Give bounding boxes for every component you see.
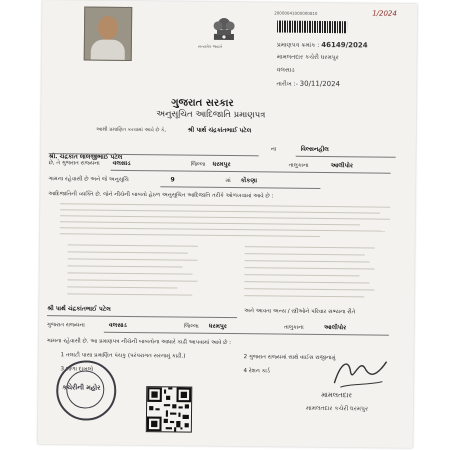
cert-number: 46149/2024 <box>321 40 368 50</box>
district-label: જિલ્લા <box>190 161 206 168</box>
intro-row <box>96 126 251 136</box>
state-district: વલસાડ <box>112 159 131 167</box>
emblem-caption: સત્યમેવ જયતે <box>197 43 223 49</box>
issuing-district: વલસાડ <box>276 66 295 74</box>
cert-number-label: પ્રમાણપત્ર ક્રમાંક : <box>276 41 320 49</box>
applicant-name-intro: શ્રી પાર્થ ચંદ્રકાંતભાઈ પટેલ <box>187 126 252 135</box>
resident-taluka-label: જિલ્લા <box>183 323 199 330</box>
issue-date-row <box>276 80 340 90</box>
family-line: અને આવતા અન્ય / સ્ત્રીઓને પરિવાર સભ્યના રીતે <box>244 308 356 316</box>
state-label: છે, તે ગુજરાત રાજ્યના <box>48 160 100 167</box>
parent-name: શ્રી. ચંદ્રકાંત લાલજીભાઈ પટેલ <box>48 153 123 161</box>
village-label: ના <box>270 146 277 153</box>
government-title: ગુજરાત સરકાર <box>171 97 234 110</box>
handwritten-note: 1/2024 <box>372 9 397 18</box>
note-3: 3 શાળા દાખલો <box>60 366 94 373</box>
note-2: 2 ગુજરાત રાજ્યમાં સાથે વાઈસ રાજીનામું <box>243 354 336 362</box>
tribe-name: કોંકણા <box>240 177 258 185</box>
cert-number-row <box>277 41 368 51</box>
tribe-line-a: ગામના રહેવાસી છે અને જે અનુસૂચિ <box>48 176 129 183</box>
taluka-label: તાલુકાના <box>288 162 309 169</box>
tribe-line-b: માં <box>225 177 231 185</box>
eligibility-line: આદિજાતિની વ્યક્તિ છે. જેને નીચેની બાબતો હેઠળ અનુસૂચિત આદિજાતિ તરીકે ઓળખવામાં આવે છે : <box>48 191 274 200</box>
district-taluka: ધરમપુર <box>212 160 231 169</box>
note-4: 4 રેશન કાર્ડ <box>243 368 270 375</box>
applicant-face <box>98 16 118 40</box>
note-1: 1 તલાટી પાસા પ્રમાણિત પંચકુ (પરંપરાગત સરનામું કાઢી.) <box>60 352 186 360</box>
signature-office: મામલતદાર કચેરી ધરમપુર <box>306 404 369 413</box>
legal-clauses <box>42 0 417 4</box>
resident-district: વલસાડ <box>108 321 127 329</box>
resident-taluka: ધરમપુર <box>208 322 227 330</box>
qr-code-icon <box>146 386 192 432</box>
certificate-title: અનુસૂચિત આદિજાતિ પ્રમાણપત્ર <box>156 109 266 121</box>
national-emblem-icon <box>210 8 238 42</box>
resident-label: ગુજરાત રાજ્યના <box>46 322 85 329</box>
stamp-text: કચેરીની મહોર <box>62 383 101 392</box>
applicant-shirt <box>91 40 125 60</box>
signature-mark <box>330 353 390 394</box>
legal-list-right <box>42 0 417 4</box>
issuing-office: મામલતદાર કચેરી ધરમપુર <box>276 53 339 62</box>
issue-date-label: તારીખ :- <box>276 80 298 88</box>
signature-name: મામલતદાર <box>321 390 353 400</box>
issue-date: 30/11/2024 <box>299 79 341 89</box>
taluka-value: આલીપોર <box>330 162 354 170</box>
resident-village: આલીપોર <box>323 324 347 332</box>
intro-line: આથી પ્રમાણિત કરવામાં આવે છે કે, <box>95 126 167 134</box>
legal-list-left <box>42 0 417 4</box>
applicant-name: શ્રી પાર્થ ચંદ્રકાંતભાઈ પટેલ <box>47 305 111 313</box>
tribe-number: 9 <box>170 176 175 184</box>
barcode <box>277 21 347 34</box>
resident-village-label: તાલુકાના <box>283 324 304 331</box>
certificate-document <box>38 0 418 448</box>
applicant-photo <box>84 6 133 60</box>
notes-intro: ગામના રહેવાસી છે. આ પ્રમાણપત્ર નીચેની બાબતોના આધારે કાઢી આપવામાં આવે છે : <box>46 338 232 347</box>
barcode-number: 20000041000000810 <box>274 10 318 16</box>
village-value: વિલ્સનહીલ <box>300 145 329 154</box>
